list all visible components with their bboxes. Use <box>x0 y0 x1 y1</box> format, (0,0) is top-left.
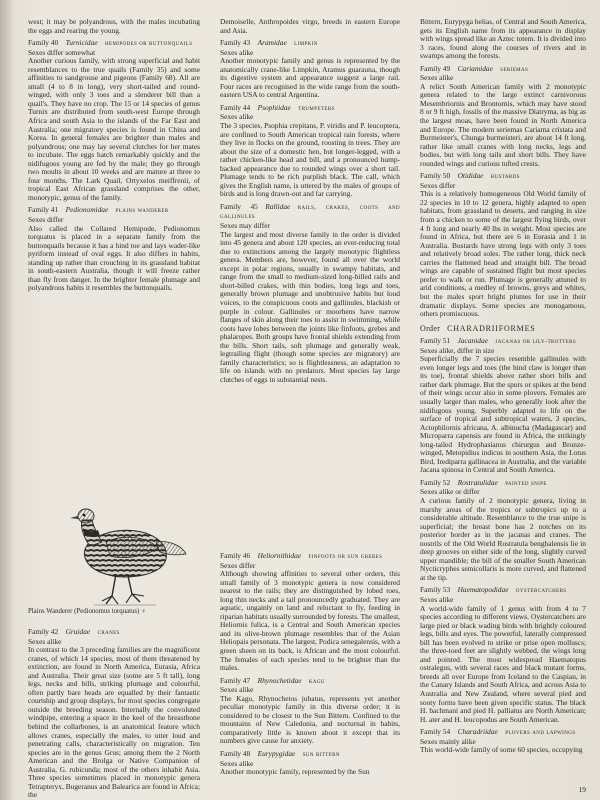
family-sexes-note: Sexes mainly alike <box>420 736 476 746</box>
family-common-name: bustards <box>490 173 520 181</box>
family-common-name: trumpeters <box>298 104 335 112</box>
column-middle-bottom <box>220 548 400 794</box>
family-common-name: oystercatchers <box>515 587 567 595</box>
family-entry <box>420 479 586 583</box>
family-latin-name: Haematopodidae <box>457 585 509 595</box>
family-description: In contrast to the 3 preceding families are the magnificent cranes, of which 14 species, most of them threatened by extinction, are found in North America, Eurasia, Africa and Australia. Their great size (some are 5 ft tall), long legs, necks and bills, striking plumage and colourful, often partly bare heads are equalled by their fantastic courtship and group displays, for most species congregate outside the breeding season. Internally the convoluted windpipe, entering a space in the keel of the breastbone behind the collarbones, is an anatomical feature which allows cranes, especially the males, to utter loud and penetrating calls, characteristically on migration. Ten species are in the genus Grus; among them the 2 North American and the Brolga or Native Companion of Australia, G. rubicunda; most of the others inhabit Asia. Three species sometimes placed in monotypic genera Tetrapteryx, Bugeranus and Balearica are found in Africa; the <box>28 645 200 800</box>
bird-drawing <box>28 498 218 610</box>
intro-text: west; it may be polyandrous, with the males incubating the eggs and rearing the young. <box>28 17 200 35</box>
family-sexes-note: Sexes alike or differ <box>420 487 480 497</box>
family-description: Another curious family, with strong superficial and habit resemblances to the true quails (Family 35) and some affinities to sandgrouse and pigeons (Family 68). All are small (4 to 8 in long), very short-tailed and round-winged, with only 3 toes and a slenderer bill than a quail's. They have no crop. The 15 or 14 species of genus Turnix are distributed from south-west Europe through Africa and south Asia to the islands of the Far East and Australia; one migratory species is found in China and Korea. In general females are brighter than males and polyandrous; one may lay several clutches for her mates to incubate. The eggs hatch remarkably quickly and the nidifugous young are fed by the male; they go through two moults in about 10 weeks and are mature at three to four months. The Lark Quail, Ortyxelos meiffrenii, of tropical East African grassland comprises the other, monotypic, genus of the family. <box>28 56 200 202</box>
family-sexes-note: Sexes alike <box>28 636 62 646</box>
family-number: Family 46 <box>220 551 251 560</box>
family-description: The 3 species, Psophia crepitans, P. viridis and P. leucoptera, are confined to South American tropical rain forests, where they live in flocks on the ground, roosting in trees. They are about the size of a domestic hen, but longer-legged, with a rather chicken-like head and bill, and a pronounced hump-backed appearance due to rounded wings over a short tail. Plumage tends to be rich purplish black. The call, which gives the English name, is uttered by the males of groups of birds and is long drawn-out and far carrying. <box>220 121 400 199</box>
family-latin-name: Turnicidae <box>65 38 98 48</box>
family-sexes-note: Sexes may differ <box>220 221 270 231</box>
family-latin-name: Charadriidae <box>457 727 498 737</box>
plains-wanderer-illustration <box>28 498 218 618</box>
family-description: A curious family of 2 monotypic genera, living in marshy areas of the tropics or subtropics up to a considerable altitude. Resemblance to the true snipe is superficial; the breast bone has 2 notches on its posterior border as in the jacanas and cranes. The nostrils of the Old World Rostratula benghalensis lie in deep grooves on either side of the long, slightly curved upper mandible; the bill of the smaller South American Nycticryphes semicollaris is more curved, and flattened at the tip. <box>420 495 586 582</box>
family-number: Family 40 <box>28 38 59 48</box>
column-left-bottom <box>28 624 200 800</box>
family-latin-name: Gruidae <box>65 627 91 636</box>
family-number: Family 41 <box>28 205 59 215</box>
entries <box>28 39 200 293</box>
intro-text: Demoiselle, Anthropoides virgo, breeds in eastern Europe and Asia. <box>220 17 400 35</box>
entries <box>420 65 586 319</box>
family-entry <box>420 172 586 318</box>
family-sexes-note: Sexes alike <box>220 758 254 768</box>
family-description: A relict South American family with 2 monotypic genera related to the large extinct carnivorous Mesembriornis and Brontornis, which may have stood 8 or 9 ft high, fossils of the massive Diatryma, as big as the largest moas, have been found in North America and Europe. The modern seriemas Cariama cristata and Burmeister's, Chunga burmeisteri, are about 14 ft long, rather like small cranes with long necks, legs and bodies, but with long tails and short bills. They have rounded wings and curious tufted crests. <box>420 81 586 168</box>
family-description: The Kagu, Rhynochetos jubatus, represents yet another peculiar monotypic family in this diverse order; it is considered to be closest to the Sun Bittern. Confined to the mountains of New Caledonia, and nocturnal in habits, comparatively little is known about it except that its numbers give cause for anxiety. <box>220 693 400 746</box>
order-label: Order <box>420 323 441 333</box>
family-common-name: rails, crakes, coots and gallinules <box>220 203 400 221</box>
family-sexes-note: Sexes alike <box>220 47 254 57</box>
family-latin-name: Rhynochetidae <box>257 675 302 685</box>
family-entry <box>28 39 200 202</box>
family-common-name: kagu <box>308 677 325 685</box>
family-entry <box>28 206 200 292</box>
family-sexes-note: Sexes alike, differ in size <box>420 345 495 355</box>
column-middle-top <box>220 18 400 538</box>
family-number: Family 44 <box>220 102 251 112</box>
family-entry <box>420 65 586 169</box>
family-common-name: cranes <box>97 629 120 636</box>
family-common-name: painted snipe <box>505 479 547 487</box>
family-common-name: finfoots or sun grebes <box>308 553 383 560</box>
family-latin-name: Aramidae <box>257 38 287 48</box>
family-latin-name: Psophiidae <box>257 102 291 112</box>
order-heading <box>420 325 586 334</box>
family-number: Family 49 <box>420 63 451 73</box>
family-sexes-note: Sexes alike <box>420 595 454 604</box>
family-latin-name: Otididae <box>457 171 484 181</box>
entries <box>220 552 400 777</box>
family-common-name: plovers and lapwings <box>505 729 576 737</box>
family-number: Family 52 <box>420 477 451 487</box>
family-sexes-note: Sexes alike <box>220 685 254 695</box>
family-common-name: sun bittern <box>302 751 340 759</box>
family-description: Another monotypic family and genus is represented by the anatomically crane-like Limpkin, Aramus guarauna, though its digestive system and appearance suggest a large rail. Four races are recognised in the wide range from the south-eastern USA to central Argentina. <box>220 56 400 100</box>
family-number: Family 53 <box>420 585 451 595</box>
figure-caption: Plains Wanderer (Pedionomus torquatus) ♀ <box>28 608 147 615</box>
family-number: Family 48 <box>220 749 251 759</box>
intro-text: Bittern, Eurypyga helias, of Central and South America, gets its English name from its appearance in display with wings spread like an Aztec totem. It is divided into 3 races, found along the courses of rivers and in swamps among the forests. <box>420 17 586 61</box>
family-common-name: seriemas <box>500 65 529 73</box>
family-number: Family 51 <box>420 336 451 346</box>
family-description: Superficially the 7 species resemble gallinules with even longer legs and toes (the hind claw is longer than its toe), frontal shields above rather short bills and rather dark plumage. But the spurs or spikes at the bend of their wings occur also in some plovers. Females are usually larger than males, who generally look after the nidifugous young. Superbly adapted to life on the surface of tropical and subtropical waters, 3 species, Actophilornis africana, A. albinucha (Madagascar) and Microparra capensis are found in Africa, the strikingly long-tailed Hydrophasianus chirurgus and Bronze-winged, Metopidius indicus in southern Asia, the Lotus Bird, Irediparra gallinacea in Australia, and the variable Jacana spinosa in Central and South America. <box>420 354 586 475</box>
family-number: Family 54 <box>420 727 451 737</box>
family-description: Another monotypic family, represented by the Sun <box>220 767 370 777</box>
family-latin-name: Eurypygidae <box>257 749 296 759</box>
family-heading <box>220 203 400 222</box>
family-sexes-note: Sexes differ somewhat <box>28 47 96 57</box>
family-latin-name: Pedionomidae <box>65 205 109 215</box>
family-entry <box>220 104 400 199</box>
family-sexes-note: Sexes differ <box>220 560 256 570</box>
family-entry <box>220 750 400 777</box>
family-common-name: hemipodes or buttonquails <box>105 40 193 48</box>
entries <box>220 39 400 384</box>
page-number: 19 <box>578 785 586 794</box>
family-description: The largest and most diverse family in the order is divided into 45 genera and about 120 species, an ever-reducing total due to extinctions among the largely monotypic flightless genera. Members are, however, found all over the world except in polar regions, usually in swampy habitats, and range from the small to medium-sized long-billed rails and short-billed crakes, with thin bodies, long legs and toes, generally brown plumage and unobtrusive habits but loud voices, to the conspicuous coots and gallinules, blackish or purple in colour. Gallinules or moorhens have narrow flanges of skin along their toes to assist in swimming, while coots have lobes between the joints like finfoots, grebes and phalaropes. Both groups have frontal shields extending from the bills. Short tails, soft plumage and generally weak, legtrailing flight (though some species are migratory) are family characteristics; so is flightlessness, an adaptation to life on islands with no predators. Most species lay large clutches of eggs in substantial nests. <box>220 229 400 384</box>
family-description: Also called the Collared Hemipode, Pedionomus torquatus is placed in a separate family from the buttonquails because it has a hind toe and lays wader-like pyriform instead of oval eggs. It also differs in habits, standing up rather than crouching in its grassland habitat in south-eastern Australia, though it will freeze rather than fly from danger. In the brighter female plumage and polyandrous habits it resembles the buttonquails. <box>28 223 200 293</box>
family-entry <box>420 337 586 475</box>
family-sexes-note: Sexes differ <box>28 215 64 225</box>
family-common-name: plains wanderer <box>115 207 169 215</box>
family-description: This world-wide family of some 60 species, occupying <box>420 745 583 755</box>
entries <box>28 628 200 800</box>
entries <box>420 337 586 755</box>
family-description: A world-wide family of 1 genus with from 4 to 7 species according to different views. Oystercatchers are large pied or black wading birds with brightly coloured legs, bills and eyes. The powerful, laterally compressed bill has been evolved to strike or prise open molluscs; the three-toed feet are slightly webbed, the wings long and pointed. The most widespread Haematopus ostralegus, with several races and black mutant forms, breeds all over Europe from Iceland to the Caspian, in the Canary Islands and South Africa, and across Asia to Australia and New Zealand, where several pied and sooty forms have been given specific status. The black H. bachmani and pied H. palliatus are North American; H. ater and H. leucopodus are South American. <box>420 603 586 724</box>
family-latin-name: Rallidae <box>265 201 291 211</box>
family-latin-name: Jacanidae <box>457 336 488 346</box>
family-sexes-note: Sexes alike <box>420 73 454 83</box>
order-name: CHARADRIIFORMES <box>447 323 536 333</box>
family-description: Although showing affinities to several other orders, this small family of 3 monotypic genera is now considered nearest to the rails; they are distinguished by lobed toes, long thin necks and a tail pronouncedly graduated. They are aquatic, ungainly on land and reluctant to fly, feeding in riparian habitats usually surrounded by forests. The smallest, Heliornis fulica, is a Central and South American species and its olive-brown plumage resembles that of the Asian Heliopais personata. The largest, Podica senegalensis, with a green sheen on its back, is African and the most colourful. The females of each species tend to be brighter than the males. <box>220 569 400 673</box>
family-description: This is a relatively homogeneous Old World family of 22 species in 10 to 12 genera, highly adapted to open habitats, from grassland to deserts, and ranging in size from a chicken to some of the largest flying birds, over 4 ft long and nearly 40 lbs in weight. Most species are found in Africa, but there are 6 in Eurasia and 1 in Australia. Bustards have strong legs with only 3 toes and relatively broad soles. The rather long, thick neck carries the flattened head and straight bill. The broad wings are capable of sustained flight but most species prefer to walk or run. Plumage is generally attuned to arid conditions, a medley of browns, greys and whites, but the males sport bright plumes for use in their dramatic displays. Some species are monogamous, others promiscuous. <box>420 189 586 319</box>
family-number: Family 47 <box>220 675 251 685</box>
family-entry <box>220 39 400 100</box>
family-entry <box>420 728 586 755</box>
family-sexes-note: Sexes alike <box>220 112 254 122</box>
family-entry <box>420 586 586 724</box>
family-number: Family 50 <box>420 171 451 181</box>
family-number: Family 43 <box>220 38 251 48</box>
column-left-top <box>28 18 200 518</box>
column-right <box>420 18 586 794</box>
family-entry <box>220 552 400 673</box>
family-entry <box>220 677 400 746</box>
family-latin-name: Cariamidae <box>457 63 493 73</box>
family-entry <box>220 203 400 384</box>
family-common-name: limpkin <box>294 40 318 48</box>
family-number: Family 45 <box>220 201 258 211</box>
family-latin-name: Rostratulidae <box>457 477 498 487</box>
family-number: Family 42 <box>28 627 59 636</box>
family-latin-name: Heliornithidae <box>257 551 302 560</box>
family-entry <box>28 628 200 800</box>
family-sexes-note: Sexes differ <box>420 180 456 190</box>
family-common-name: jacanas or lily-trotters <box>495 338 577 346</box>
